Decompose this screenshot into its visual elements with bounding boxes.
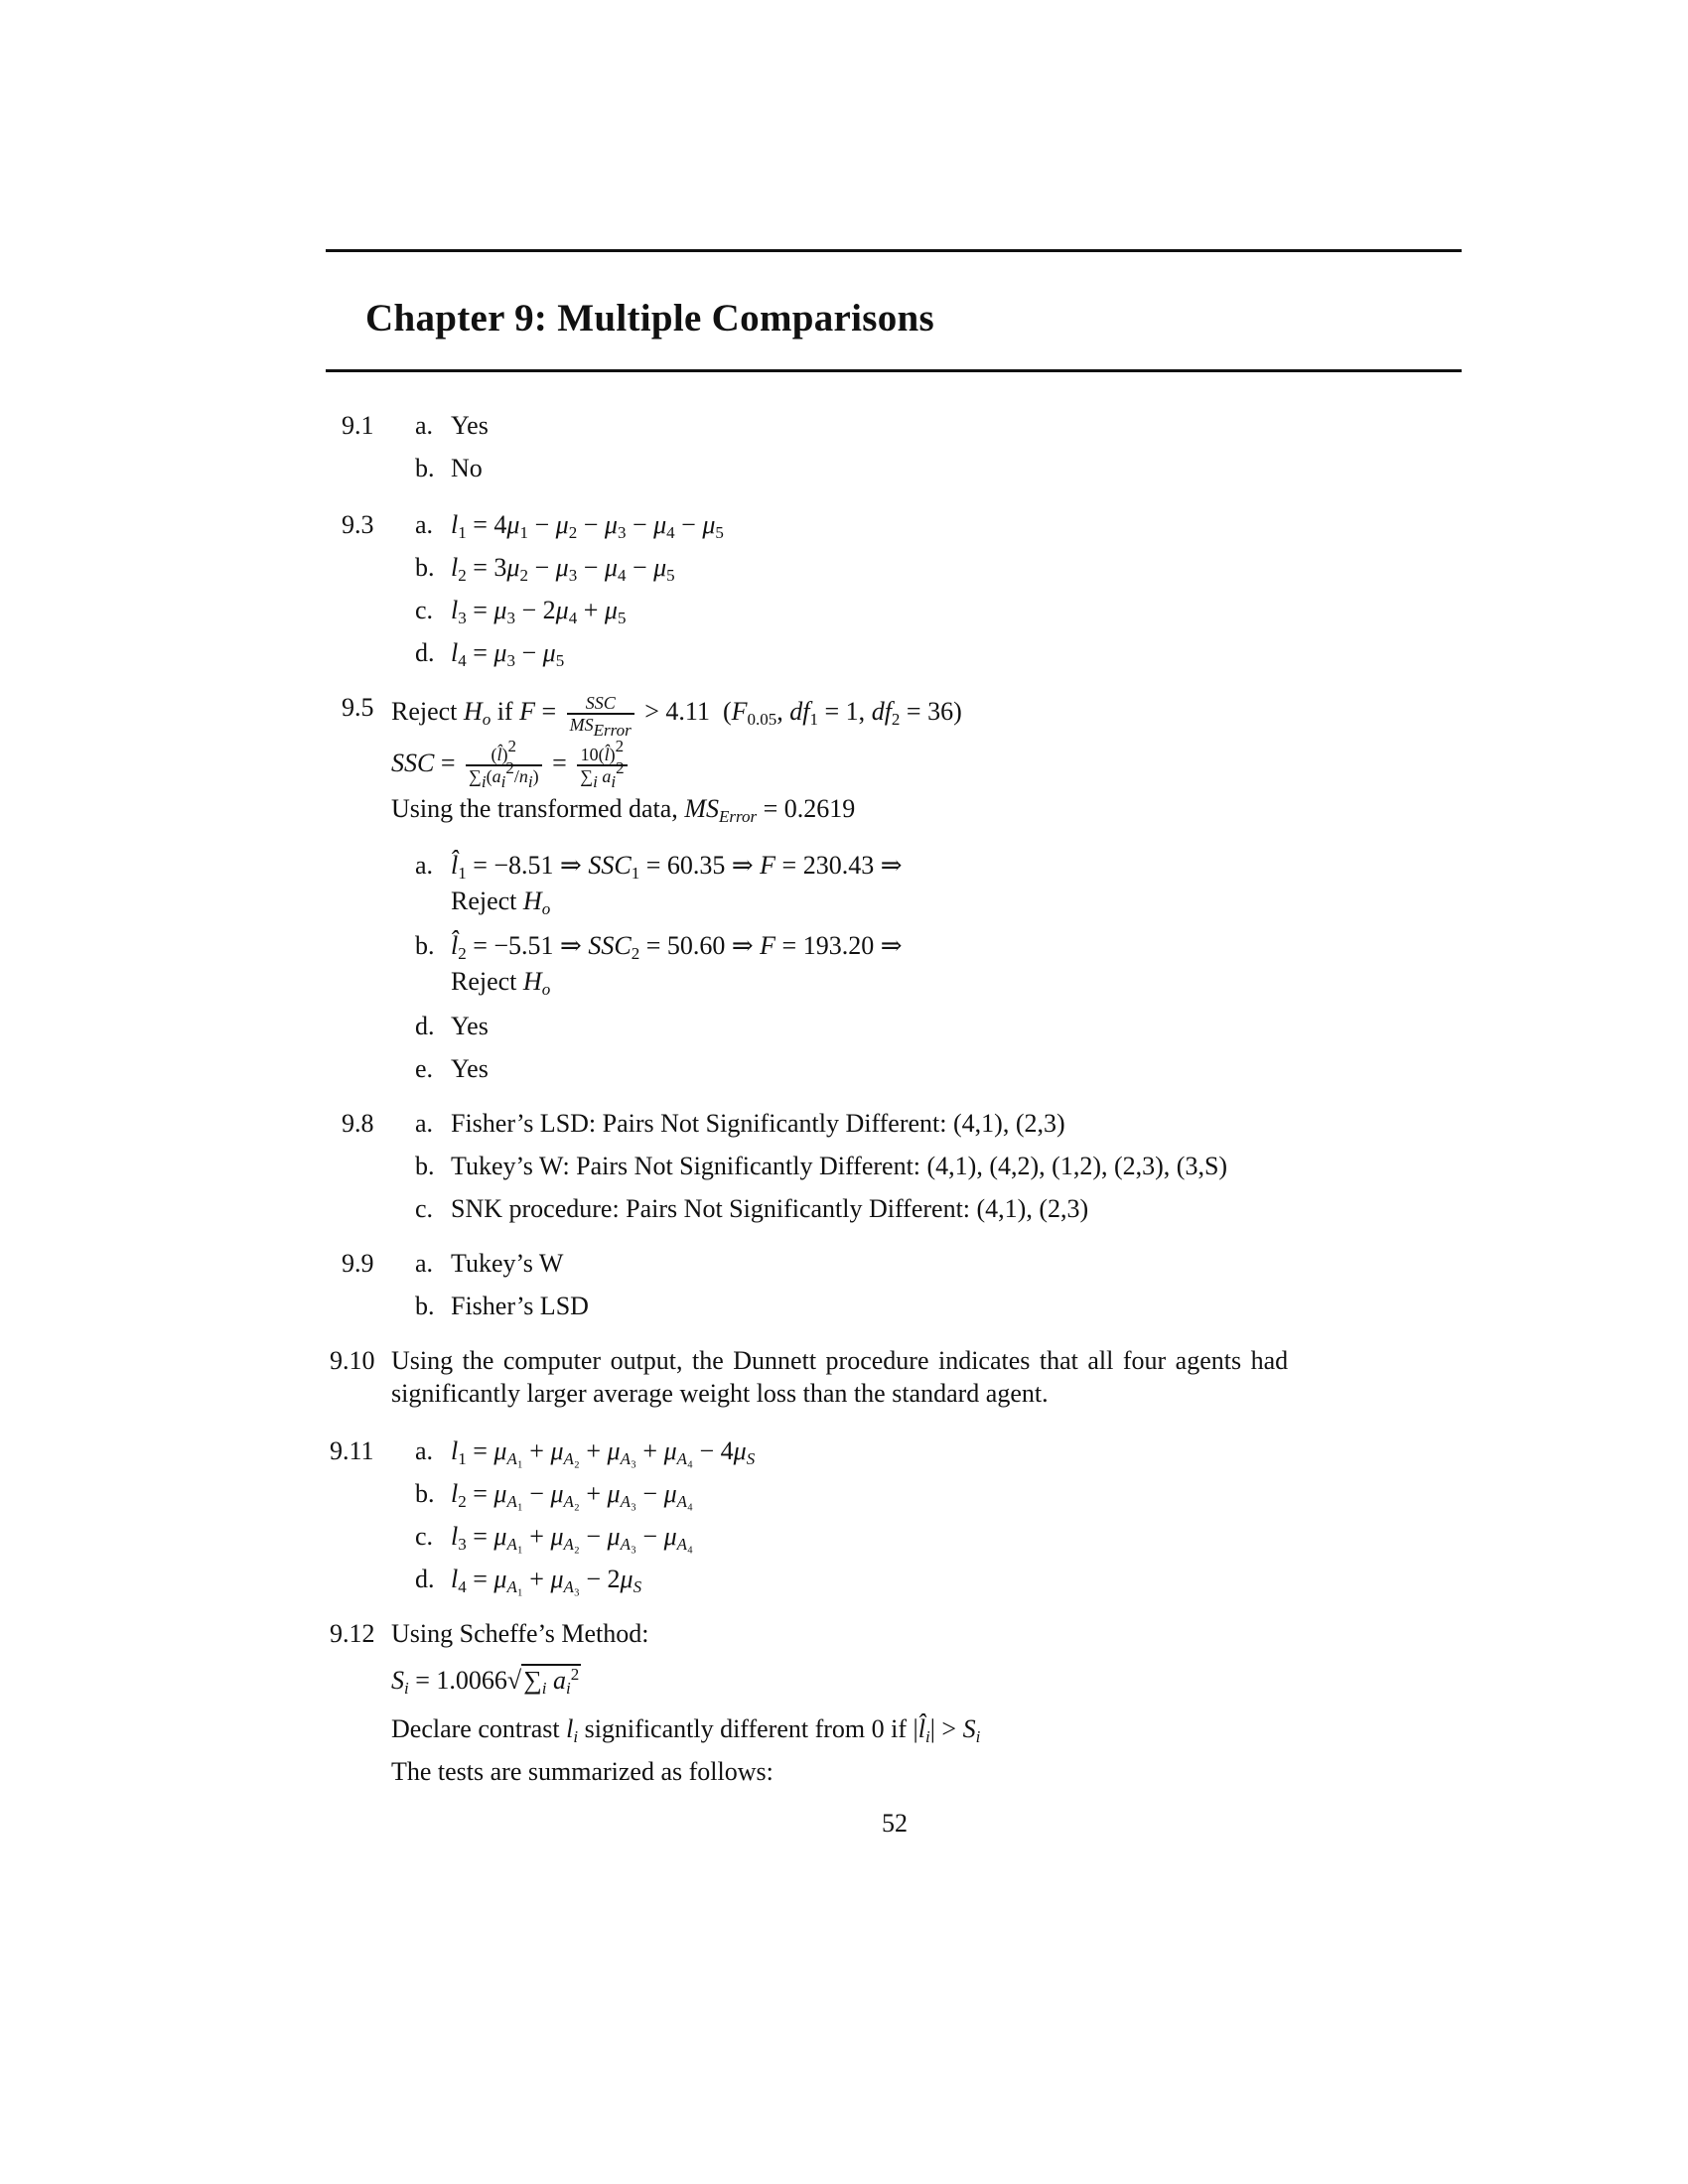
answer-9-12-si-formula: $S_i = 1.0066√\sum_i$ $a_i^2$: [391, 1665, 580, 1698]
answer-9-10-line2: significantly larger average weight loss than the standard agent.: [391, 1379, 1049, 1408]
answer-9-11-b: b. $l_2 = \mu_{A_1} - \mu_{A_2} + \mu_{A_3} - \mu_{A_4}$: [415, 1479, 693, 1511]
answer-9-5-e: e. Yes: [415, 1054, 489, 1083]
answer-9-3-d: d. $l_4 = \mu_3 - \mu_5$: [415, 638, 565, 670]
answer-9-5-rule: Reject $H_o$ if F = $\frac{\text{SSC}}{MS_{Error}}$ > 4.11 ($F_{0.05}$, $df_1 = 1$, $df_2 = 36$): [391, 693, 962, 740]
answer-9-3-b: b. $l_2 = 3\mu_2 - \mu_3 - \mu_4 - \mu_5$: [415, 553, 675, 585]
problem-number: 9.3: [342, 510, 374, 539]
answer-9-8-c: c. SNK procedure: Pairs Not Significantly Different: (4,1), (2,3): [415, 1194, 1089, 1223]
answer-9-5-d: d. Yes: [415, 1012, 489, 1040]
problem-number: 9.11: [330, 1436, 374, 1465]
answer-9-5-mserror: Using the transformed data, $MS_{Error} = 0.2619$: [391, 794, 856, 826]
chapter-title: Chapter 9: Multiple Comparisons: [365, 297, 935, 340]
answer-9-11-d: d. $l_4 = \mu_{A_1} + \mu_{A_3} - 2\mu_S$: [415, 1565, 642, 1596]
page-number: 52: [882, 1809, 908, 1838]
answer-9-11-c: c. $l_3 = \mu_{A_1} + \mu_{A_2} - \mu_{A_3} - \mu_{A_4}$: [415, 1522, 693, 1554]
problem-number: 9.12: [330, 1619, 375, 1648]
answer-9-3-a: a. $l_1 = 4\mu_1 - \mu_2 - \mu_3 - \mu_4 - \mu_5$: [415, 510, 724, 542]
answer-9-9-b: b. Fisher’s LSD: [415, 1292, 589, 1320]
answer-9-12-method: Using Scheffe’s Method:: [391, 1619, 649, 1648]
problem-number: 9.8: [342, 1109, 374, 1138]
problem-number: 9.5: [342, 693, 374, 722]
answer-9-1-b: b. No: [415, 454, 483, 482]
answer-9-5-b: b. $l̂_2 = -5.51$ ⇒ $SSC_2 = 50.60$ ⇒ F = 193.20 ⇒: [415, 931, 903, 963]
answer-9-10-line1: Using the computer output, the Dunnett procedure indicates that all four agents had: [391, 1346, 1289, 1375]
answer-9-5-b-conclusion: Reject $H_o$: [451, 967, 551, 999]
top-rule: [326, 249, 1462, 252]
bottom-rule: [326, 369, 1462, 372]
problem-number: 9.10: [330, 1346, 375, 1375]
answer-9-5-a-conclusion: Reject $H_o$: [451, 887, 551, 918]
answer-9-5-a: a. $l̂_1 = -8.51$ ⇒ $SSC_1 = 60.35$ ⇒ F = 230.43 ⇒: [415, 851, 903, 883]
answer-9-11-a: a. $l_1 = \mu_{A_1} + \mu_{A_2} + \mu_{A_3} + \mu_{A_4} - 4\mu_S$: [415, 1436, 756, 1468]
answer-9-12-summary: The tests are summarized as follows:: [391, 1757, 774, 1786]
answer-9-3-c: c. $l_3 = \mu_3 - 2\mu_4 + \mu_5$: [415, 596, 627, 627]
problem-number: 9.9: [342, 1249, 374, 1278]
answer-9-9-a: a. Tukey’s W: [415, 1249, 564, 1278]
answer-9-8-a: a. Fisher’s LSD: Pairs Not Significantly Different: (4,1), (2,3): [415, 1109, 1065, 1138]
answer-9-12-declare: Declare contrast $l_i$ significantly different from 0 if $|l̂_i| > S_i$: [391, 1714, 981, 1746]
answer-9-8-b: b. Tukey’s W: Pairs Not Significantly Different: (4,1), (4,2), (1,2), (2,3), (3,S): [415, 1152, 1228, 1180]
answer-9-1-a: a. Yes: [415, 411, 489, 440]
problem-number: 9.1: [342, 411, 374, 440]
answer-9-5-ssc-formula: SSC = $\frac{(l̂)^2}{\sum_i(a_i^2/n_i)}$ = $\frac{10(l̂)^2}{\sum_i a_i^2}$: [391, 745, 632, 786]
